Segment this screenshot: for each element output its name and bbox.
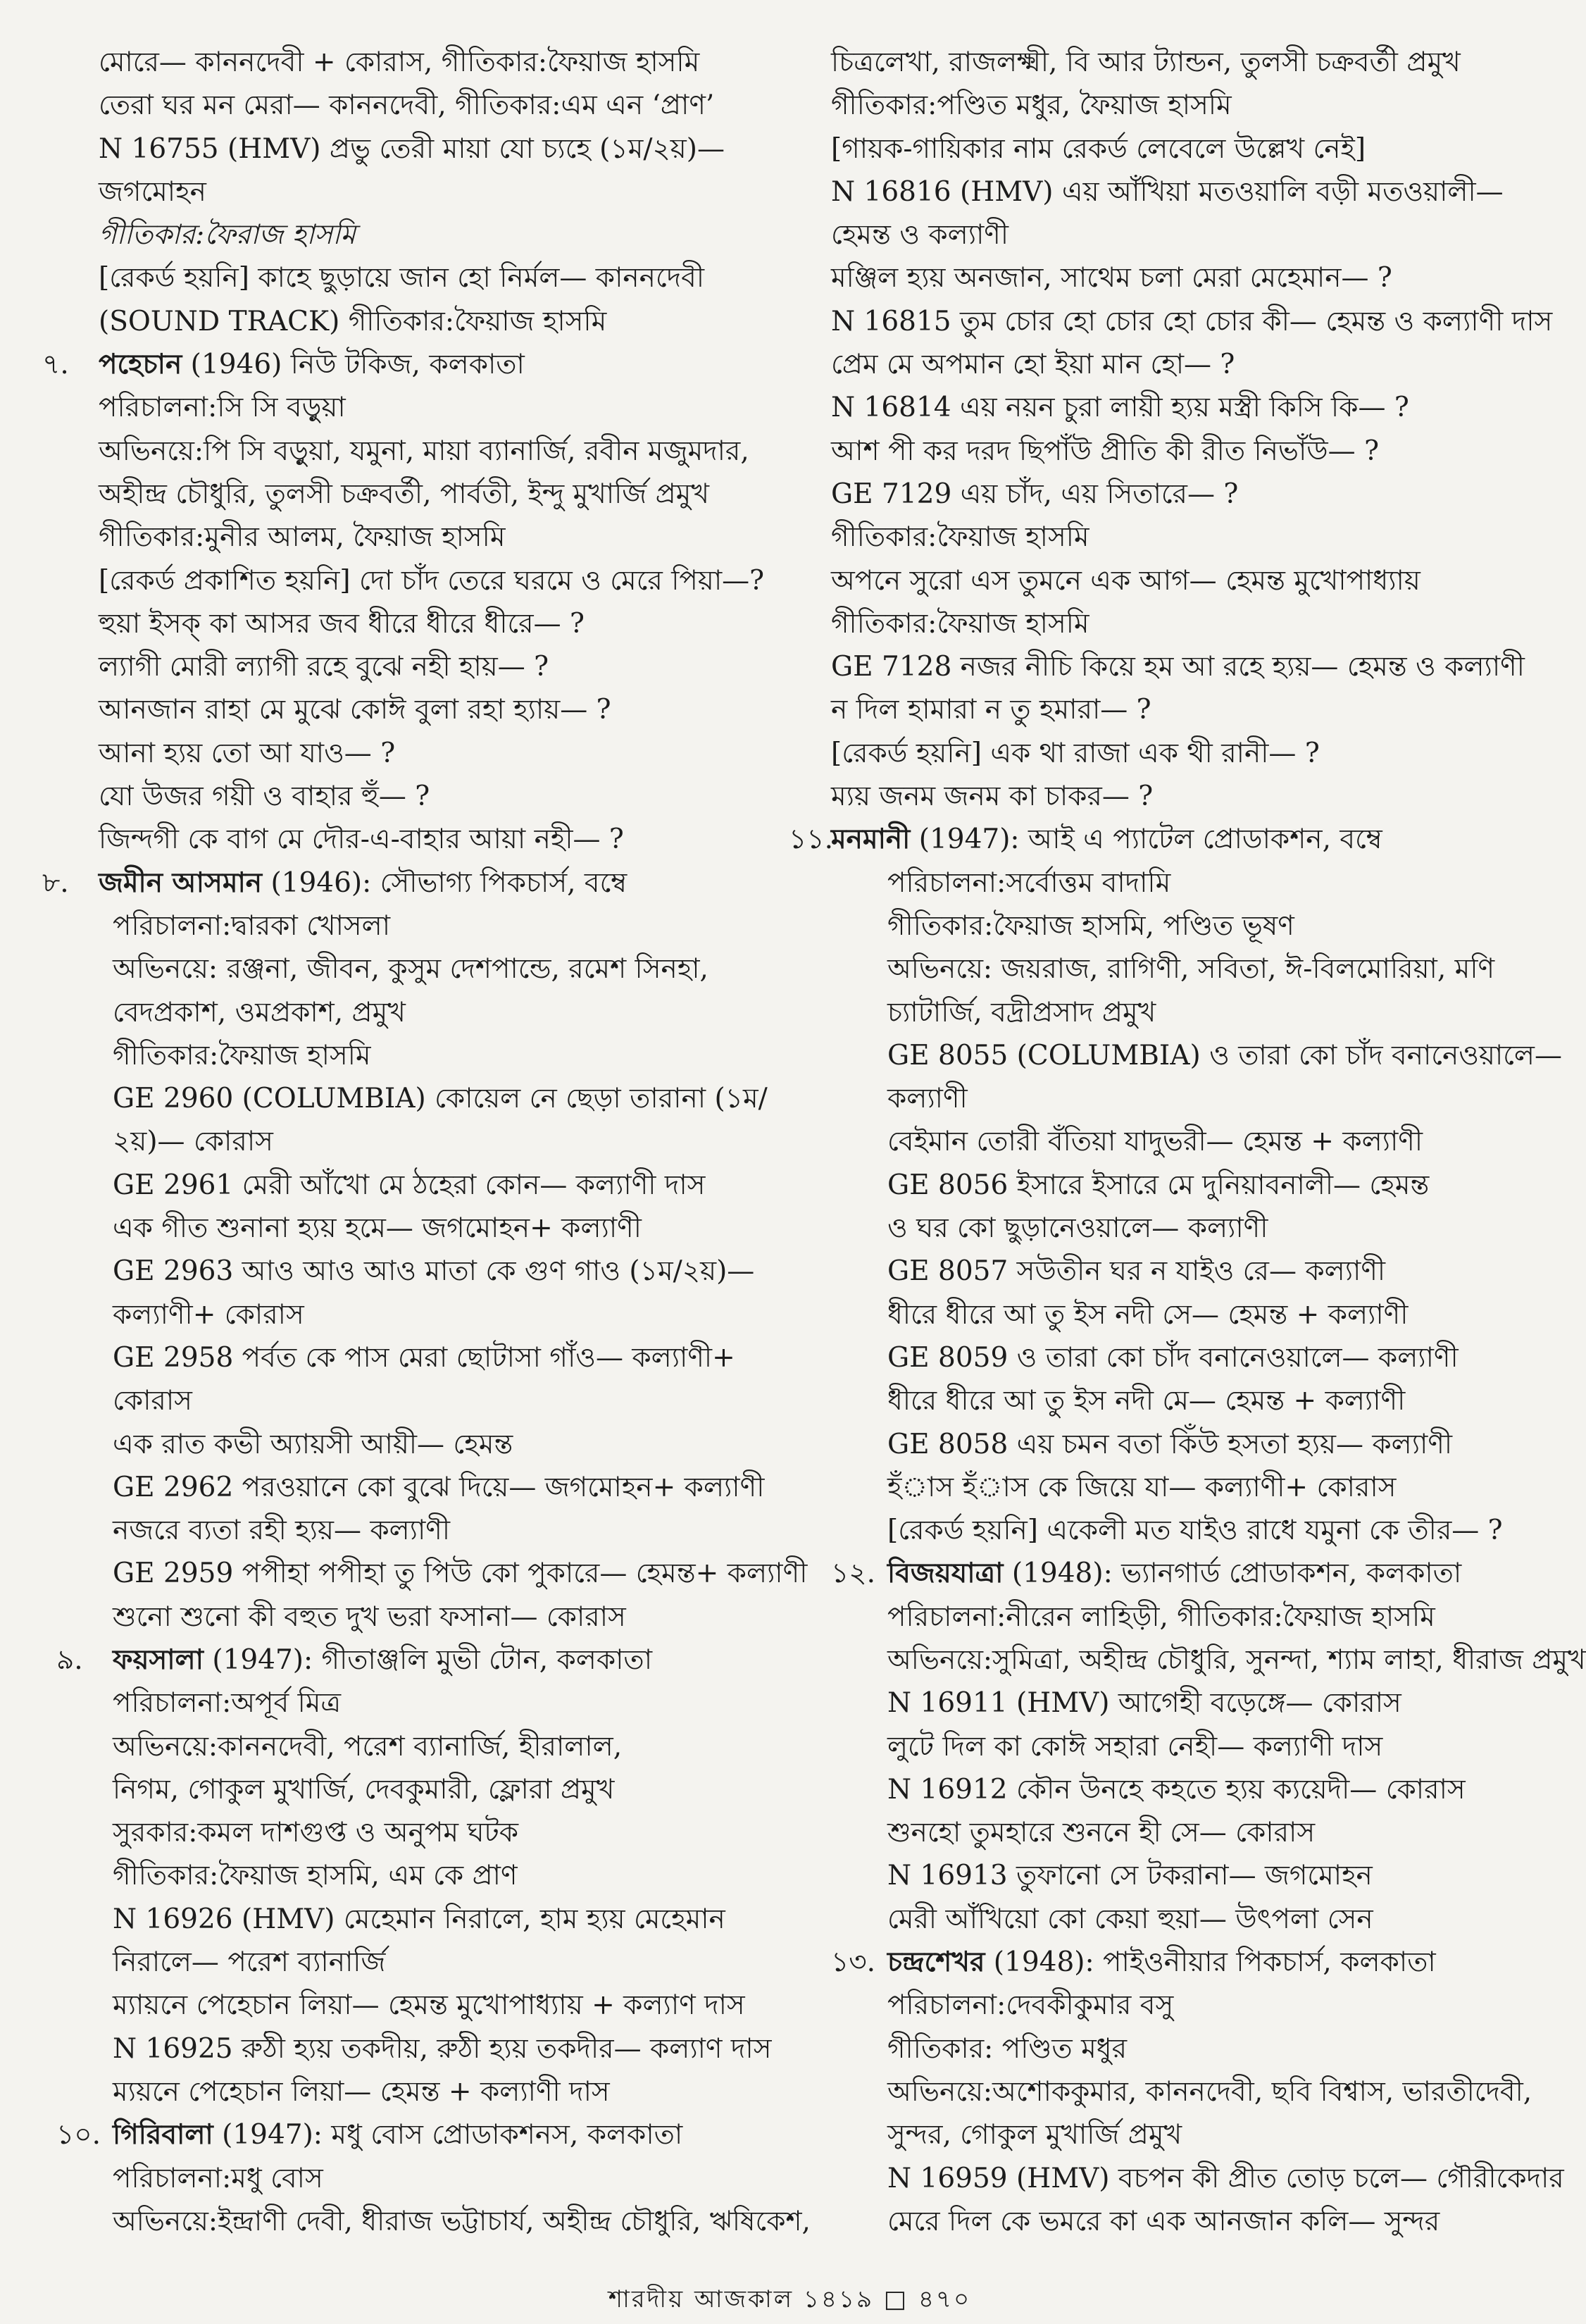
text-line: কোরাস — [113, 1385, 192, 1417]
text-line: পরিচালনা:সি সি বড়ুয়া — [99, 392, 346, 424]
film-details: (1948): ভ্যানগার্ড প্রোডাকশন, কলকাতা — [1003, 1558, 1462, 1590]
text-line: GE 2958 পর্বত কে পাস মেরা ছোটাসা গাঁও— কল্যাণী+ — [113, 1341, 735, 1374]
text-line: কল্যাণী+ কোরাস — [113, 1298, 304, 1331]
text-line: হেমন্ত ও কল্যাণী — [831, 219, 1009, 251]
text-line: আশ পী কর দরদ ছিপাঁউ প্রীতি কী রীত নিভাঁউ— ? — [831, 435, 1379, 467]
film-entry-heading — [42, 862, 803, 905]
text-line: সুরকার:কমল দাশগুপ্ত ও অনুপম ঘটক — [113, 1817, 519, 1849]
text-line: GE 8056 ইসারে ইসারে মে দুনিয়াবনালী— হেমন্ত — [887, 1169, 1430, 1201]
entry-number: ১১. — [789, 824, 834, 856]
film-title: পহেচান — [99, 348, 182, 381]
text-line: GE 8059 ও তারা কো চাঁদ বনানেওয়ালে— কল্যাণী — [887, 1341, 1459, 1374]
text-line: গীতিকার:ফৈয়াজ হাসমি, পণ্ডিত ভূষণ — [887, 909, 1294, 942]
text-line: ম্যয়নে পেহেচান লিয়া— হেমন্ত + কল্যাণী দাস — [113, 2075, 610, 2108]
text-line: পরিচালনা:মধু বোস — [113, 2162, 323, 2194]
text-line: N 16959 (HMV) বচপন কী প্রীত তোড় চলে— গৌরীকেদার — [887, 2162, 1564, 2194]
text-line: মোরে— কাননদেবী + কোরাস, গীতিকার:ফৈয়াজ হাসমি — [99, 46, 700, 78]
text-line: নজরে ব্যতা রহী হ্যয়— কল্যাণী — [113, 1515, 451, 1547]
entry-number: ৭. — [42, 349, 69, 381]
text-line: ম্যায়নে পেহেচান লিয়া— হেমন্ত মুখোপাধ্যায় + কল্যাণ দাস — [113, 1989, 745, 2022]
text-line: GE 2961 মেরী আঁখো মে ঠহেরা কোন— কল্যাণী দাস — [113, 1169, 706, 1201]
text-line: GE 2962 পরওয়ানে কো বুঝে দিয়ে— জগমোহন+ কল্যাণী — [113, 1471, 765, 1503]
text-line: নিগম, গোকুল মুখার্জি, দেবকুমারী, ফ্লোরা প্রমুখ — [113, 1773, 615, 1806]
film-entry-heading — [789, 818, 1563, 861]
text-line: মেরে দিল কে ভমরে কা এক আনজান কলি— সুন্দর — [887, 2205, 1440, 2237]
film-details: (1946): সৌভাগ্য পিকচার্স, বম্বে — [262, 866, 627, 899]
text-line: জিন্দগী কে বাগ মে দৌর-এ-বাহার আয়া নহী— ? — [99, 824, 624, 856]
film-details: (1947): গীতাঞ্জলি মুভী টোন, কলকাতা — [203, 1643, 652, 1676]
text-line: মঞ্জিল হ্যয় অনজান, সাথেম চলা মেরা মেহেমান— ? — [831, 262, 1392, 294]
film-details: (1947): মধু বোস প্রোডাকশনস, কলকাতা — [213, 2119, 683, 2151]
text-line: N 16816 (HMV) এয় আঁখিয়া মতওয়ালি বড়ী মতওয়ালী— — [831, 175, 1504, 208]
text-line: ম্যয় জনম জনম কা চাকর— ? — [831, 781, 1154, 813]
text-line: গীতিকার:ফৈয়াজ হাসমি — [831, 607, 1089, 640]
film-entry-heading — [42, 2113, 803, 2156]
film-title: মনমানী — [831, 823, 911, 856]
text-line: সুন্দর, গোকুল মুখার্জি প্রমুখ — [887, 2119, 1182, 2151]
text-line: গীতিকার:ফৈয়াজ হাসমি — [113, 1039, 371, 1071]
text-line: ২য়)— কোরাস — [113, 1126, 273, 1158]
text-line: GE 8055 (COLUMBIA) ও তারা কো চাঁদ বনানেওয়ালে— — [887, 1039, 1562, 1071]
text-line: N 16926 (HMV) মেহেমান নিরালে, হাম হ্যয় মেহেমান — [113, 1903, 725, 1935]
text-line: [রেকর্ড হয়নি] কাহে ছুড়ায়ে জান হো নির্মল— কাননদেবী — [99, 262, 704, 294]
text-line: চ্যাটার্জি, বদ্রীপ্রসাদ প্রমুখ — [887, 996, 1156, 1029]
text-line: (SOUND TRACK) গীতিকার:ফৈয়াজ হাসমি — [99, 305, 607, 337]
text-line: পরিচালনা:দ্বারকা খোসলা — [113, 909, 391, 942]
text-line: GE 2963 আও আও আও মাতা কে গুণ গাও (১ম/২য়)— — [113, 1255, 755, 1288]
text-line: [গায়ক-গায়িকার নাম রেকর্ড লেবেলে উল্লেখ নেই] — [831, 132, 1366, 165]
film-title: ফয়সালা — [113, 1643, 204, 1676]
text-line: অভিনয়ে: রঞ্জনা, জীবন, কুসুম দেশপান্ডে, রমেশ সিনহা, — [113, 953, 708, 986]
text-line: প্রেম মে অপমান হো ইয়া মান হো— ? — [831, 349, 1235, 381]
text-line: N 16755 (HMV) প্রভু তেরী মায়া যো চ্যহে (১ম/২য়)— — [99, 132, 725, 165]
film-details: (1946) নিউ টকিজ, কলকাতা — [182, 349, 525, 381]
text-line: হুয়া ইসক্ কা আসর জব ধীরে ধীরে ধীরে— ? — [99, 607, 585, 640]
film-title: গিরিবালা — [113, 2118, 213, 2151]
text-line: গীতিকার:ফৈয়াজ হাসমি, এম কে প্রাণ — [113, 1860, 518, 1892]
text-line: তেরা ঘর মন মেরা— কাননদেবী, গীতিকার:এম এন ‘প্রাণ’ — [99, 89, 715, 122]
text-line: গীতিকার:মুনীর আলম, ফৈয়াজ হাসমি — [99, 521, 506, 554]
text-line: [রেকর্ড হয়নি] একেলী মত যাইও রাধে যমুনা কে তীর— ? — [887, 1515, 1503, 1547]
film-title: চন্দ্রশেখর — [887, 1946, 985, 1979]
text-line: বেইমান তোরী বঁতিয়া যাদুভরী— হেমন্ত + কল্যাণী — [887, 1126, 1423, 1158]
text-line: গীতিকার:ফৈয়াজ হাসমি — [831, 521, 1089, 554]
film-details: (1947): আই এ প্যাটেল প্রোডাকশন, বম্বে — [910, 824, 1382, 856]
text-line: GE 7128 নজর নীচি কিয়ে হম আ রহে হ্যয়— হেমন্ত ও কল্যাণী — [831, 651, 1525, 683]
text-line: আনা হ্যয় তো আ যাও— ? — [99, 737, 396, 769]
text-line: নিরালে— পরেশ ব্যানার্জি — [113, 1946, 386, 1979]
text-line: ধীরে ধীরে আ তু ইস নদী মে— হেমন্ত + কল্যাণী — [887, 1385, 1406, 1417]
page-footer: শারদীয় আজকাল ১৪১৯ □ ৪৭০ — [608, 2285, 972, 2313]
text-line: অভিনয়ে:ইন্দ্রাণী দেবী, ধীরাজ ভট্টাচার্য, অহীন্দ্র চৌধুরি, ঋষিকেশ, — [113, 2205, 811, 2237]
left-column — [42, 41, 811, 2243]
text-line: অভিনয়ে:অশোককুমার, কাননদেবী, ছবি বিশ্বাস, ভারতীদেবী, — [887, 2075, 1532, 2108]
text-line: অহীন্দ্র চৌধুরি, তুলসী চক্রবর্তী, পার্বতী, ইন্দু মুখার্জি প্রমুখ — [99, 478, 709, 510]
text-line: ধীরে ধীরে আ তু ইস নদী সে— হেমন্ত + কল্যাণী — [887, 1298, 1409, 1331]
text-line: [রেকর্ড হয়নি] এক থা রাজা এক থী রানী— ? — [831, 737, 1320, 769]
text-line: হঁাস হঁাস কে জিয়ে যা— কল্যাণী+ কোরাস — [887, 1471, 1397, 1503]
film-entry-heading — [42, 343, 803, 386]
text-line: GE 2960 (COLUMBIA) কোয়েল নে ছেড়া তারানা (১ম/ — [113, 1083, 768, 1115]
entry-number: ১২. — [831, 1558, 876, 1590]
text-line: আনজান রাহা মে মুঝে কোঈ বুলা রহা হ্যায়— ? — [99, 694, 611, 726]
film-entry-heading — [42, 1639, 803, 1682]
text-line: গীতিকার:পণ্ডিত মধুর, ফৈয়াজ হাসমি — [831, 89, 1232, 122]
text-line: অভিনয়ে:পি সি বড়ুয়া, যমুনা, মায়া ব্যানার্জি, রবীন মজুমদার, — [99, 435, 749, 467]
text-line: মেরী আঁখিয়ো কো কেয়া হুয়া— উৎপলা সেন — [887, 1903, 1373, 1935]
film-title: জমীন আসমান — [99, 866, 263, 899]
entry-number: ৮. — [42, 866, 69, 899]
text-line: N 16912 কৌন উনহে কহতে হ্যয় ক্যয়েদী— কোরাস — [887, 1773, 1466, 1806]
text-line: লুটে দিল কা কোঈ সহারা নেহী— কল্যাণী দাস — [887, 1730, 1383, 1763]
text-line: পরিচালনা:সর্বোত্তম বাদামি — [887, 866, 1171, 899]
entry-number: ১৩. — [831, 1946, 876, 1979]
text-line: চিত্রলেখা, রাজলক্ষ্মী, বি আর ট্যান্ডন, তুলসী চক্রবর্তী প্রমুখ — [831, 46, 1461, 78]
text-line: ন দিল হামারা ন তু হমারা— ? — [831, 694, 1151, 726]
text-line: N 16815 তুম চোর হো চোর হো চোর কী— হেমন্ত ও কল্যাণী দাস — [831, 305, 1553, 337]
text-line: গীতিকার:ফৈরাজ হাসমি — [99, 219, 356, 251]
text-line: যো উজর গয়ী ও বাহার হুঁ— ? — [99, 781, 430, 813]
right-column — [789, 41, 1586, 2243]
text-line: বেদপ্রকাশ, ওমপ্রকাশ, প্রমুখ — [113, 996, 406, 1029]
text-line: পরিচালনা:অপূর্ব মিত্র — [113, 1687, 342, 1720]
entry-number: ৯. — [56, 1643, 83, 1676]
text-line: GE 7129 এয় চাঁদ, এয় সিতারে— ? — [831, 478, 1239, 510]
text-line: অভিনয়ে:কাননদেবী, পরেশ ব্যানার্জি, হীরালাল, — [113, 1730, 623, 1763]
film-entry-heading — [831, 1552, 1563, 1595]
text-line: কল্যাণী — [887, 1083, 968, 1115]
text-line: এক রাত কভী অ্যায়সী আয়ী— হেমন্ত — [113, 1428, 513, 1460]
text-line: GE 8058 এয় চমন বতা কিঁউ হসতা হ্যয়— কল্যাণী — [887, 1428, 1453, 1460]
entry-number: ১০. — [56, 2119, 101, 2151]
text-line: জগমোহন — [99, 175, 206, 208]
text-line: পরিচালনা:দেবকীকুমার বসু — [887, 1989, 1174, 2022]
text-line: GE 2959 পপীহা পপীহা তু পিউ কো পুকারে— হেমন্ত+ কল্যাণী — [113, 1558, 808, 1590]
text-line: N 16925 রুঠী হ্যয় তকদীয়, রুঠী হ্যয় তকদীর— কল্যাণ দাস — [113, 2032, 772, 2065]
text-line: অভিনয়ে:সুমিত্রা, অহীন্দ্র চৌধুরি, সুনন্দা, শ্যাম লাহা, ধীরাজ প্রমুখ — [887, 1643, 1586, 1676]
text-line: অভিনয়ে: জয়রাজ, রাগিণী, সবিতা, ঈ-বিলমোরিয়া, মণি — [887, 953, 1495, 986]
text-line: শুনো শুনো কী বহুত দুখ ভরা ফসানা— কোরাস — [113, 1601, 626, 1633]
text-line: শুনহো তুমহারে শুননে হী সে— কোরাস — [887, 1817, 1316, 1849]
text-line: [রেকর্ড প্রকাশিত হয়নি] দো চাঁদ তেরে ঘরমে ও মেরে পিয়া—? — [99, 564, 765, 597]
text-line: পরিচালনা:নীরেন লাহিড়ী, গীতিকার:ফৈয়াজ হাসমি — [887, 1601, 1435, 1633]
text-line: গীতিকার: পণ্ডিত মধুর — [887, 2032, 1128, 2065]
text-line: এক গীত শুনানা হ্যয় হমে— জগমোহন+ কল্যাণী — [113, 1212, 642, 1245]
text-line: অপনে সুরো এস তুমনে এক আগ— হেমন্ত মুখোপাধ্যায় — [831, 564, 1420, 597]
text-line: N 16814 এয় নয়ন চুরা লায়ী হ্যয় মস্ত্রী কিসি কি— ? — [831, 392, 1409, 424]
text-line: ও ঘর কো ছুড়ানেওয়ালে— কল্যাণী — [887, 1212, 1268, 1245]
film-details: (1948): পাইওনীয়ার পিকচার্স, কলকাতা — [985, 1946, 1436, 1979]
text-line: GE 8057 সউতীন ঘর ন যাইও রে— কল্যাণী — [887, 1255, 1386, 1288]
text-line: N 16913 তুফানো সে টকরানা— জগমোহন — [887, 1860, 1373, 1892]
text-line: ল্যাগী মোরী ল্যাগী রহে বুঝে নহী হায়— ? — [99, 651, 549, 683]
film-title: বিজয়যাত্রা — [887, 1557, 1004, 1590]
text-line: N 16911 (HMV) আগেহী বড়েঙ্গে— কোরাস — [887, 1687, 1401, 1720]
film-entry-heading — [831, 1941, 1563, 1984]
